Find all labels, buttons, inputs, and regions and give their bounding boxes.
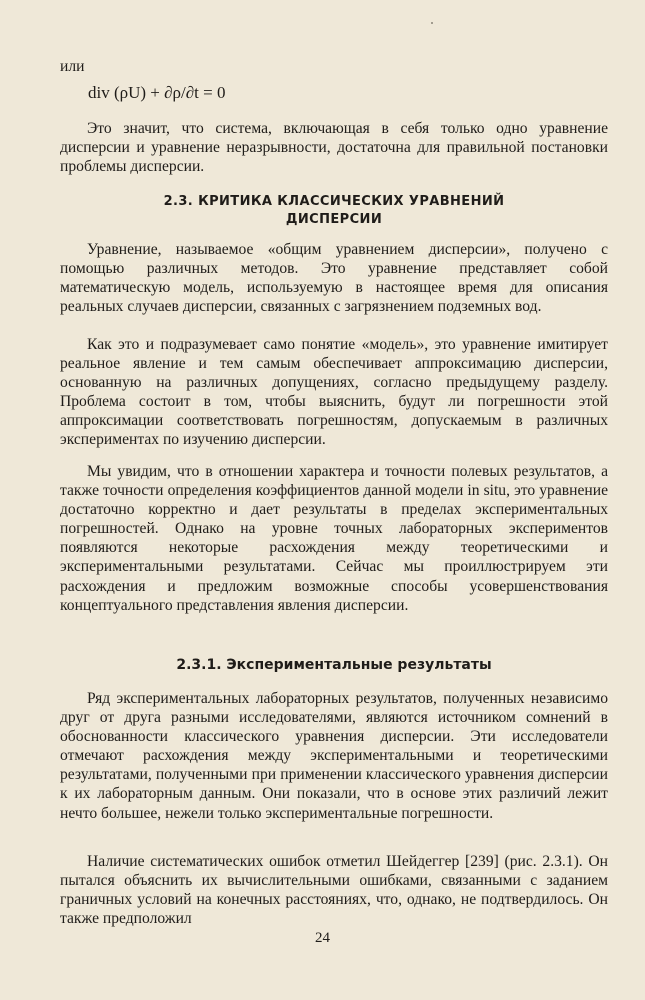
subsection-heading: 2.3.1. Экспериментальные результаты xyxy=(176,657,492,673)
section-heading-line1: 2.3. КРИТИКА КЛАССИЧЕСКИХ УРАВНЕНИЙ xyxy=(163,194,505,209)
page-number: 24 xyxy=(315,930,330,946)
paragraph-3: Мы увидим, что в отношении характера и точности полевых результатов, а также точности определения коэффициентов данной модели in situ, это уравнение достаточно корректно и дает результаты в пределах экспериментальных погрешностей. Однако на уровне точных лабораторных экспериментов появляются некоторые расхождения между теоретическими и экспериментальными результатами. Сейчас мы проиллюстрируем эти расхождения и предложим возможные способы усовершенствования концептуального представления явления дисперсии. xyxy=(60,463,608,614)
paragraph-5: Наличие систематических ошибок отметил Шейдеггер [239] (рис. 2.3.1). Он пытался объяснить их вычислительными ошибками, связанными с заданием граничных условий на конечных расстояниях, что, однако, не подтвердилось. Он также предположил xyxy=(60,853,608,928)
section-heading-line2: ДИСПЕРСИИ xyxy=(285,212,383,227)
or-word: или xyxy=(60,58,85,75)
paragraph-4: Ряд экспериментальных лабораторных результатов, полученных независимо друг от друга разными исследователями, являются источником сомнений в обоснованности классического уравнения дисперсии. Эти исследователи отмечают расхождения между экспериментальными и теоретическими результатами, полученными при применении классического уравнения дисперсии к их лабораторным данным. Они показали, что в основе этих различий лежит нечто большее, нежели только экспериментальные погрешности. xyxy=(60,690,608,822)
paragraph-2: Как это и подразумевает само понятие «модель», это уравнение имитирует реальное явление и тем самым обеспечивает аппроксимацию дисперсии, основанную на различных допущениях, согласно предыдущему разделу. Проблема состоит в том, чтобы выяснить, будут ли погрешности этой аппроксимации соответствовать погрешностям, допускаемым в различных экспериментах по изучению дисперсии. xyxy=(60,336,608,449)
continuity-equation: div (ρU) + ∂ρ/∂t = 0 xyxy=(88,83,226,102)
intro-paragraph: Это значит, что система, включающая в себя только одно уравнение дисперсии и уравнение неразрывности, достаточна для правильной постановки проблемы дисперсии. xyxy=(60,120,608,176)
paper-speck xyxy=(431,22,433,24)
section-heading xyxy=(60,193,608,229)
paragraph-1: Уравнение, называемое «общим уравнением дисперсии», получено с помощью различных методов. Это уравнение представляет собой математическую модель, используемую в настоящее время для описания реальных случаев дисперсии, связанных с загрязнением подземных вод. xyxy=(60,241,608,316)
